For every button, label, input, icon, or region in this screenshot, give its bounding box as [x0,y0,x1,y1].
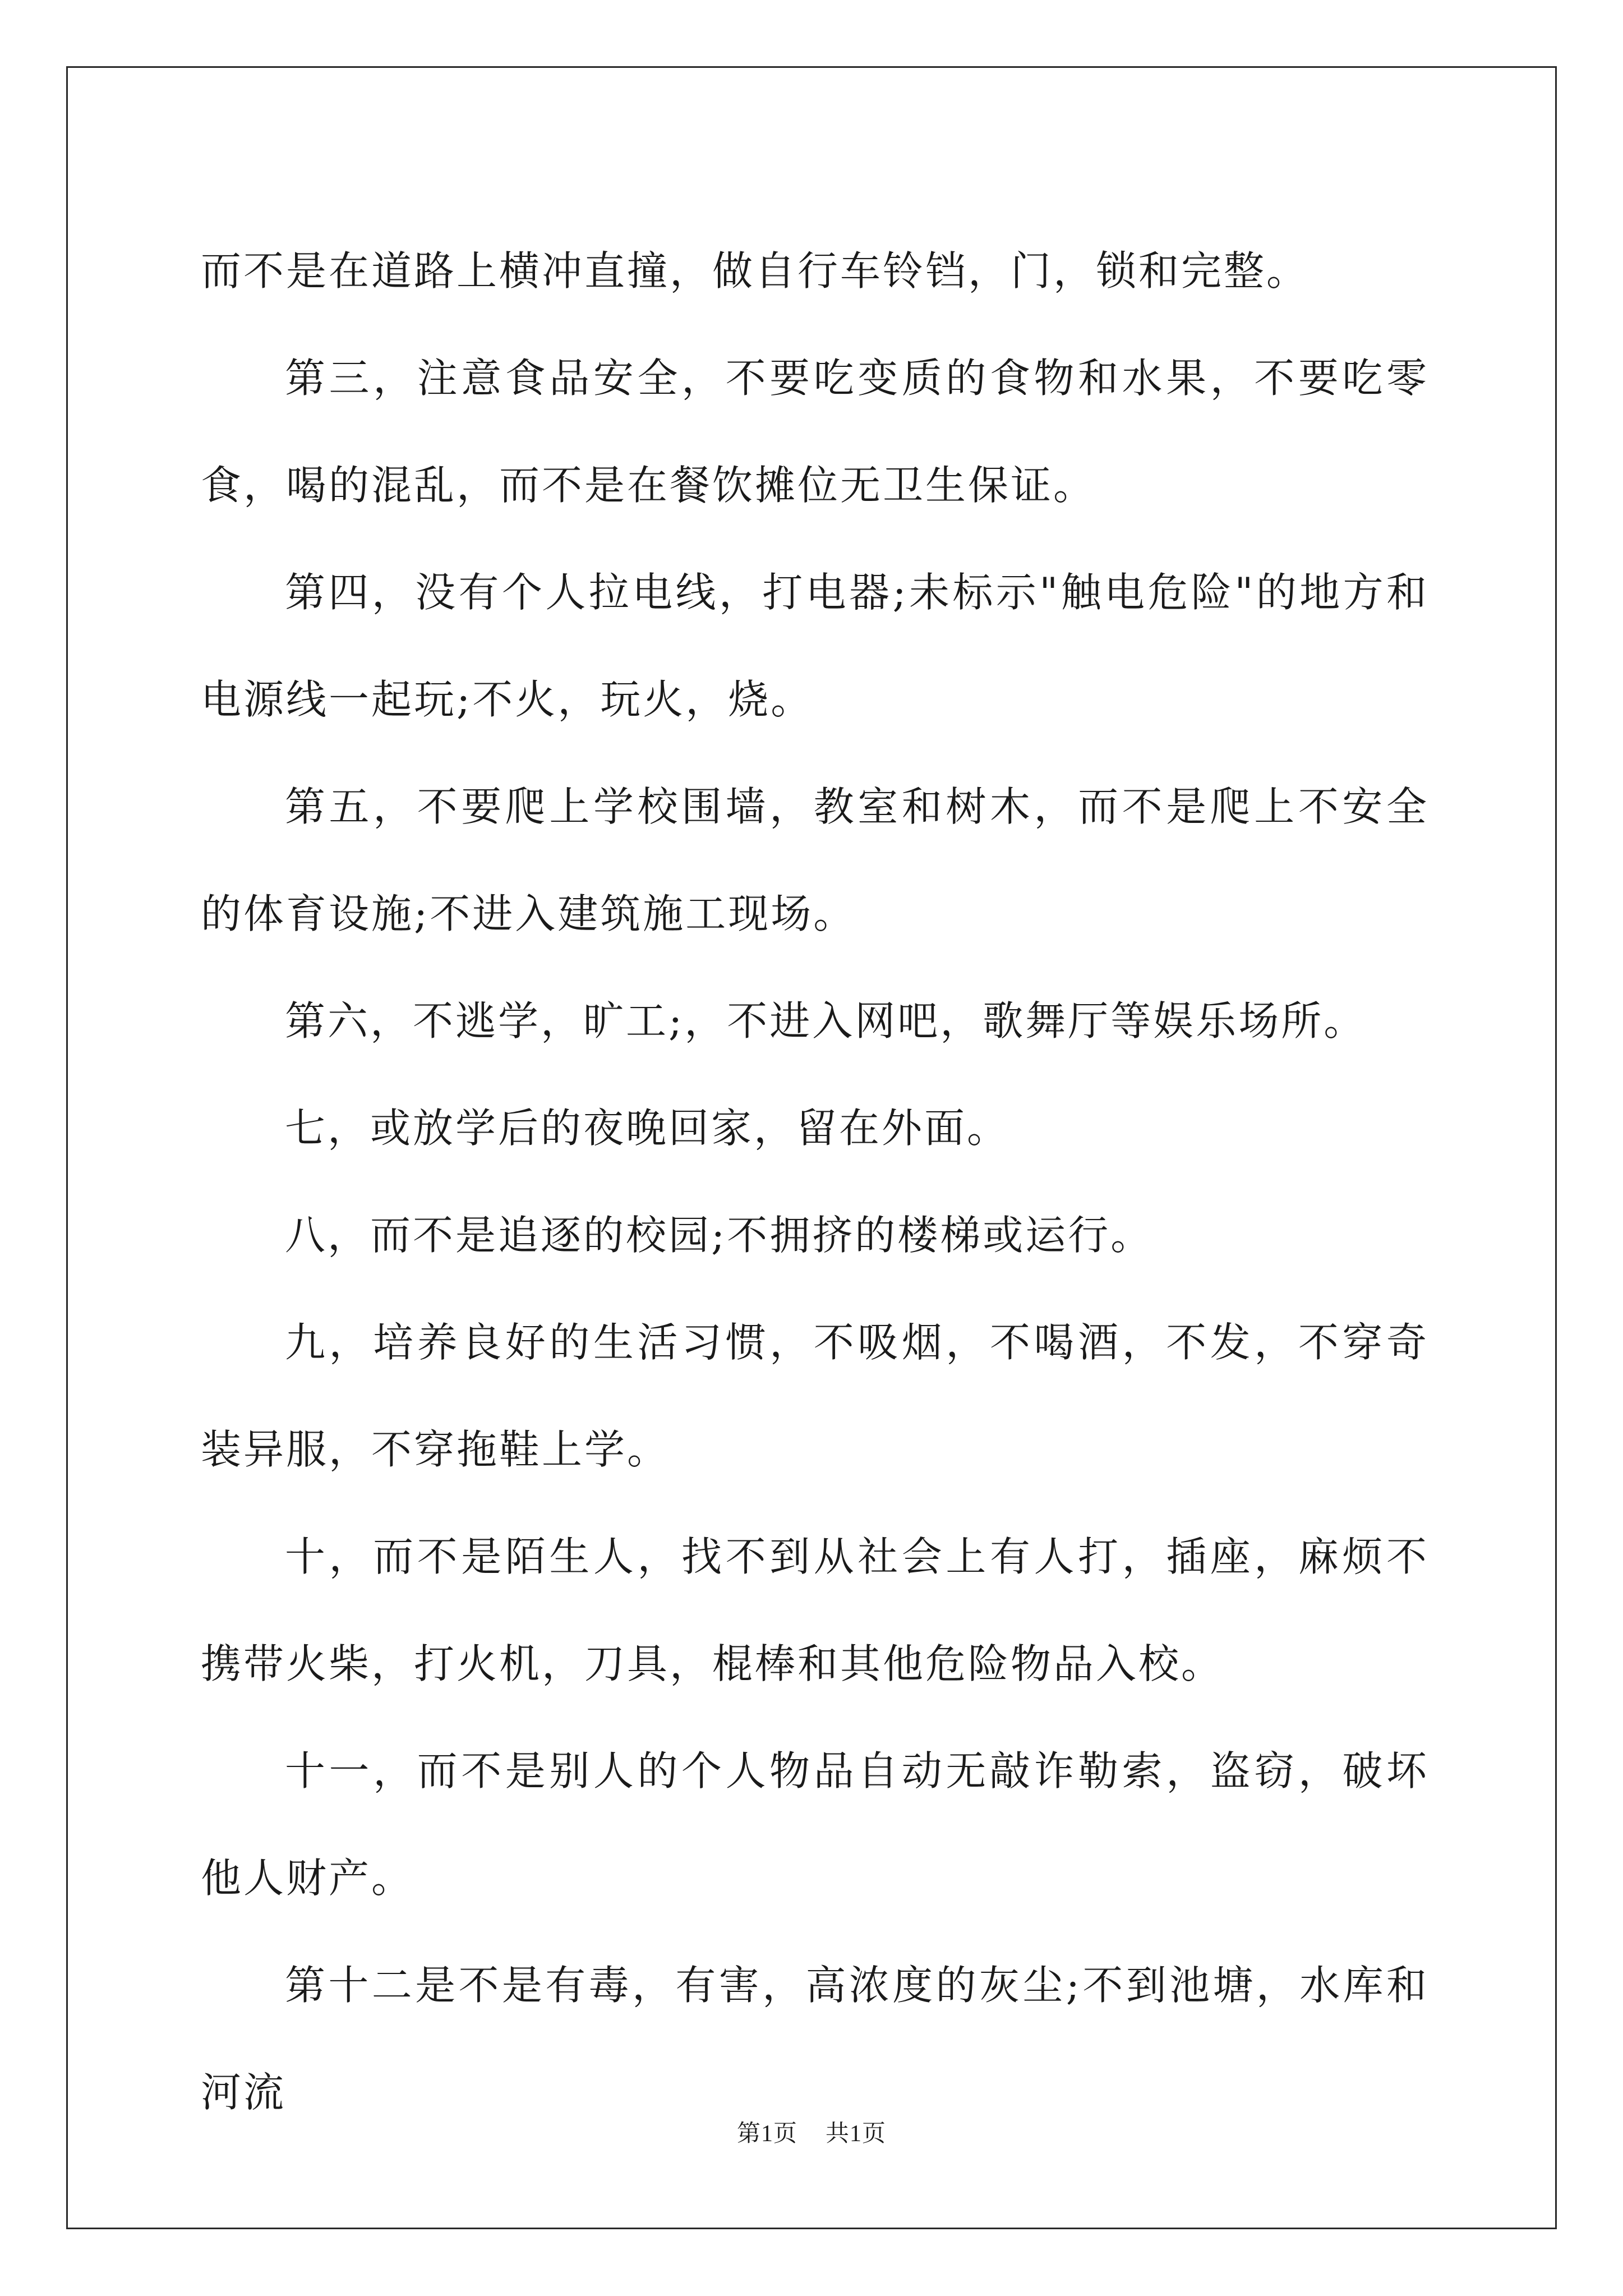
paragraph: 第十二是不是有毒，有害，高浓度的灰尘;不到池塘，水库和河流 [201,1962,1429,2116]
paragraph: 八，而不是追逐的校园;不拥挤的楼梯或运行。 [285,1212,1154,1259]
paragraph: 十一，而不是别人的个人物品自动无敲诈勒索，盗窃，破坏他人财产。 [201,1747,1429,1902]
paragraph: 第五，不要爬上学校围墙，教室和树木，而不是爬上不安全的体育设施;不进入建筑施工现场。 [201,783,1429,937]
paragraph: 第四，没有个人拉电线，打电器;未标示"触电危险"的地方和电源线一起玩;不火，玩火，烧。 [201,569,1429,723]
paragraph: 第六，不逃学，旷工;，不进入网吧，歌舞厅等娱乐场所。 [285,997,1367,1045]
paragraph: 七，或放学后的夜晚回家，留在外面。 [285,1105,1010,1152]
paragraph: 第三，注意食品安全，不要吃变质的食物和水果，不要吃零食，喝的混乱，而不是在餐饮摊位无卫生保证。 [201,355,1429,509]
paragraph: 而不是在道路上横冲直撞，做自行车铃铛，门，锁和完整。 [201,247,1310,295]
page-total: 共1页 [826,2121,887,2147]
page-number: 第1页 [736,2121,797,2147]
page-footer [0,2115,1623,2148]
document-body [201,218,1429,2146]
paragraph: 十，而不是陌生人，找不到从社会上有人打，插座，麻烦不携带火柴，打火机，刀具，棍棒和其他危险物品入校。 [201,1533,1429,1687]
paragraph: 九，培养良好的生活习惯，不吸烟，不喝酒，不发，不穿奇装异服，不穿拖鞋上学。 [201,1319,1429,1473]
